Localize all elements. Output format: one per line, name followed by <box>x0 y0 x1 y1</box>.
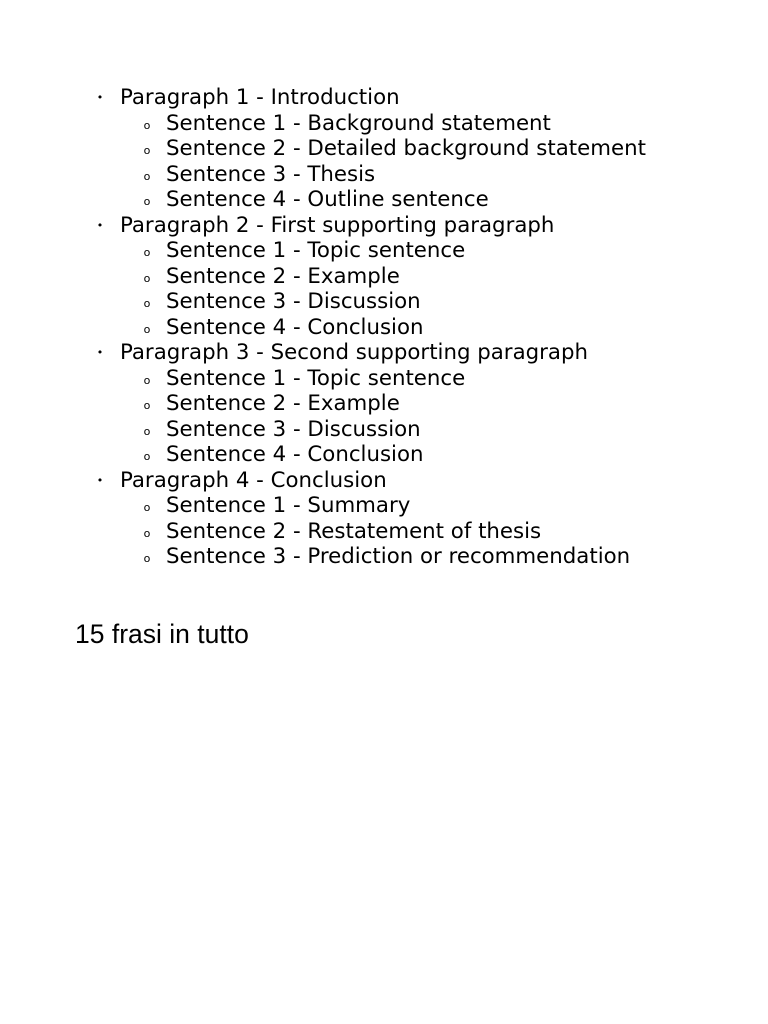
bullet-circle-icon: o <box>143 246 151 259</box>
paragraph-item <box>0 468 768 570</box>
sentence-label: Sentence 4 - Outline sentence <box>166 187 489 212</box>
sentence-item <box>0 366 768 392</box>
sentence-item <box>0 442 768 468</box>
sentence-item <box>0 111 768 137</box>
sentence-item <box>0 187 768 213</box>
bullet-circle-icon: o <box>143 552 151 565</box>
sentence-item <box>0 289 768 315</box>
sentence-item <box>0 391 768 417</box>
bullet-dot-icon: • <box>96 346 104 359</box>
sentence-label: Sentence 3 - Thesis <box>166 161 376 187</box>
bullet-circle-icon: o <box>143 373 151 387</box>
sentence-item <box>0 544 768 570</box>
sentence-label: Sentence 3 - Discussion <box>166 416 421 442</box>
sentence-count-summary: 15 frasi in tutto <box>75 619 249 649</box>
sentence-label: Sentence 4 - Conclusion <box>166 442 424 467</box>
bullet-dot-icon: • <box>96 473 104 487</box>
sentence-list <box>0 238 768 340</box>
sentence-item <box>0 519 768 545</box>
sentence-item <box>0 162 768 188</box>
paragraph-item <box>0 85 768 213</box>
sentence-label: Sentence 2 - Restatement of thesis <box>166 518 542 544</box>
paragraph-item <box>0 340 768 468</box>
sentence-item <box>0 238 768 264</box>
sentence-item <box>0 136 768 162</box>
paragraph-label: Paragraph 3 - Second supporting paragraph <box>120 340 588 365</box>
bullet-circle-icon: o <box>143 526 151 540</box>
sentence-label: Sentence 2 - Example <box>166 391 400 416</box>
sentence-label: Sentence 3 - Discussion <box>166 289 421 314</box>
sentence-label: Sentence 1 - Background statement <box>166 110 551 136</box>
paragraph-label: Paragraph 1 - Introduction <box>120 85 400 110</box>
bullet-dot-icon: • <box>96 91 104 104</box>
sentence-list <box>0 366 768 468</box>
paragraph-item <box>0 213 768 341</box>
bullet-circle-icon: o <box>143 169 151 183</box>
sentence-item <box>0 417 768 443</box>
sentence-list <box>0 111 768 213</box>
bullet-circle-icon: o <box>143 118 151 132</box>
sentence-item <box>0 493 768 519</box>
sentence-label: Sentence 1 - Topic sentence <box>166 365 466 391</box>
sentence-item <box>0 264 768 290</box>
paragraph-label: Paragraph 2 - First supporting paragraph <box>120 212 555 238</box>
sentence-list <box>0 493 768 570</box>
bullet-circle-icon: o <box>143 501 151 514</box>
bullet-circle-icon: o <box>143 399 151 412</box>
bullet-circle-icon: o <box>143 424 151 438</box>
bullet-circle-icon: o <box>143 195 151 208</box>
bullet-dot-icon: • <box>96 218 104 232</box>
essay-outline-list <box>0 85 768 570</box>
bullet-circle-icon: o <box>143 144 151 157</box>
sentence-label: Sentence 1 - Summary <box>166 493 411 518</box>
sentence-label: Sentence 4 - Conclusion <box>166 314 424 340</box>
bullet-circle-icon: o <box>143 297 151 310</box>
bullet-circle-icon: o <box>143 271 151 285</box>
bullet-circle-icon: o <box>143 450 151 463</box>
bullet-circle-icon: o <box>143 322 151 336</box>
sentence-label: Sentence 2 - Detailed background statement <box>166 136 646 161</box>
sentence-label: Sentence 2 - Example <box>166 263 400 289</box>
sentence-label: Sentence 1 - Topic sentence <box>166 238 466 263</box>
paragraph-label: Paragraph 4 - Conclusion <box>120 467 387 493</box>
sentence-label: Sentence 3 - Prediction or recommendation <box>166 544 631 569</box>
sentence-item <box>0 315 768 341</box>
